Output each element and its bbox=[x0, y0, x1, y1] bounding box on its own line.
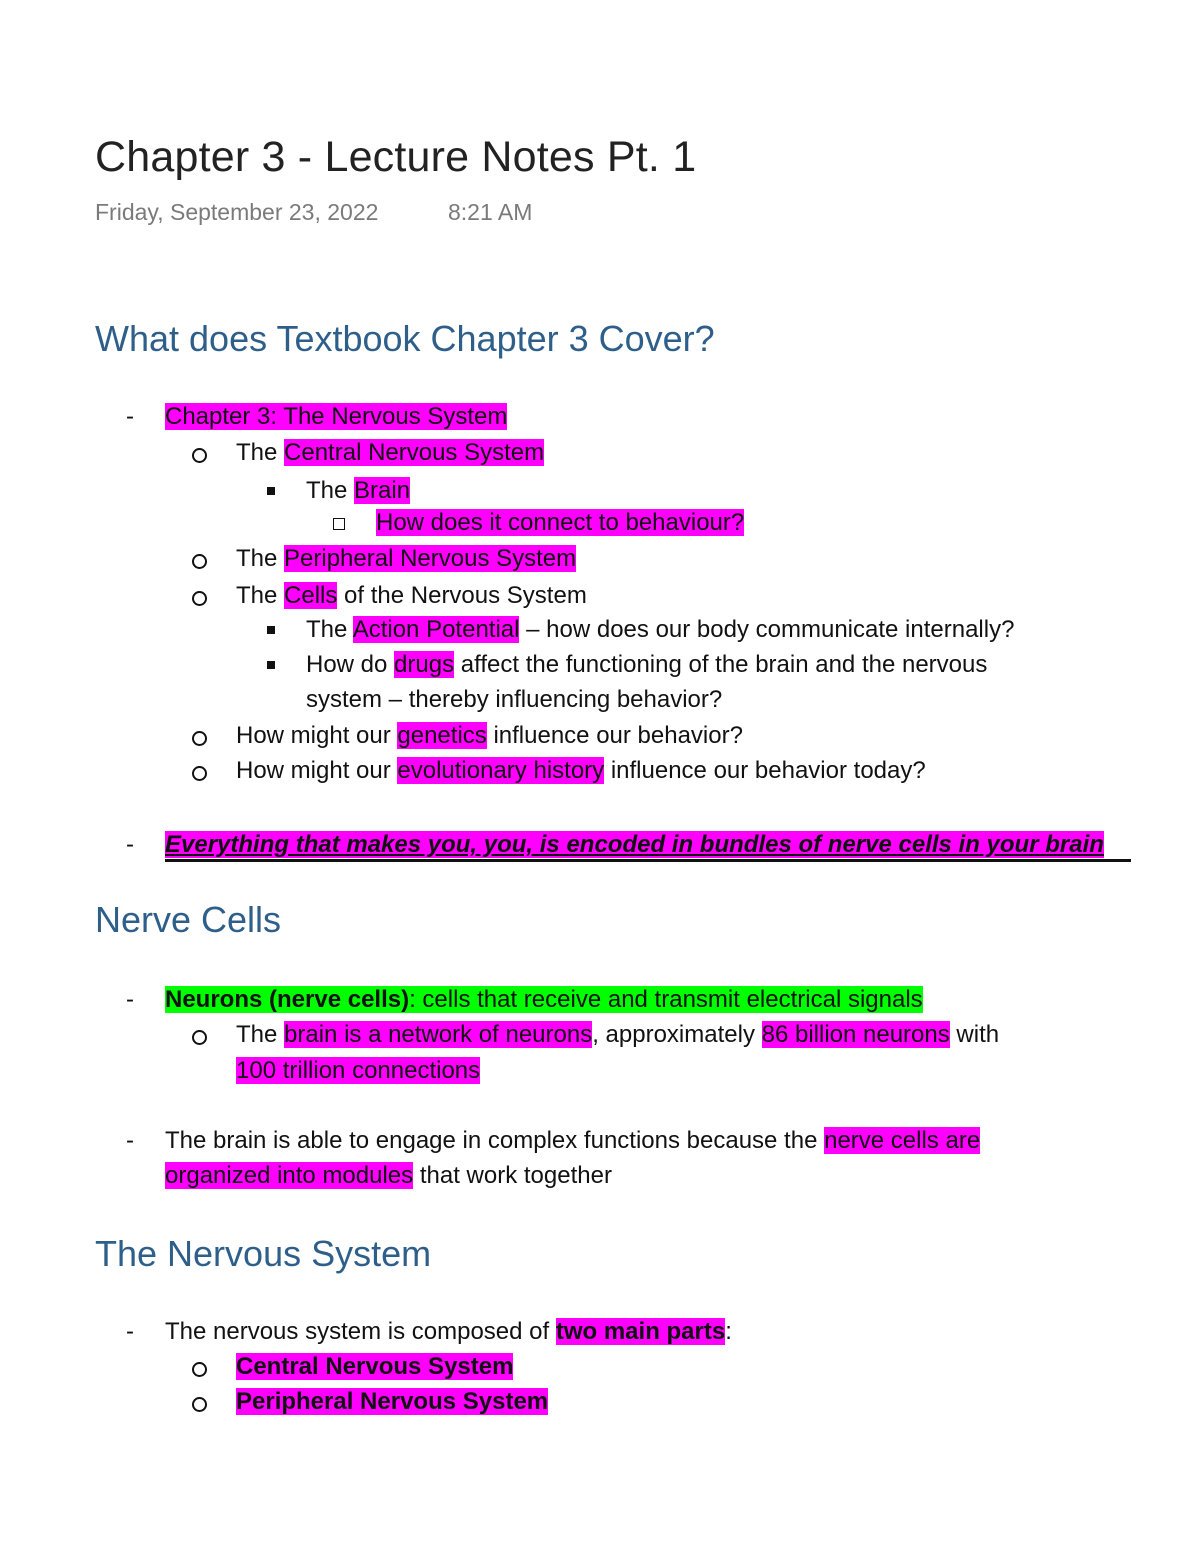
circle-bullet bbox=[192, 766, 207, 781]
list-item-cns: The Central Nervous System bbox=[236, 439, 545, 466]
list-item-neurons: Neurons (nerve cells): cells that receive and transmit electrical signals bbox=[165, 986, 923, 1013]
section-heading-nerve-cells: Nerve Cells bbox=[95, 899, 282, 940]
hollow-square-bullet bbox=[333, 518, 345, 530]
page-date: Friday, September 23, 2022 bbox=[95, 199, 379, 225]
square-bullet bbox=[267, 487, 275, 495]
list-item-part-pns: Peripheral Nervous System bbox=[236, 1388, 549, 1415]
list-item-drugs-cont: system – thereby influencing behavior? bbox=[306, 686, 723, 713]
section-heading-textbook: What does Textbook Chapter 3 Cover? bbox=[95, 318, 715, 359]
list-item-behaviour: How does it connect to behaviour? bbox=[376, 509, 745, 536]
list-item-drugs: How do drugs affect the functioning of the brain and the nervous bbox=[306, 651, 988, 678]
list-item-cells: The Cells of the Nervous System bbox=[236, 582, 587, 609]
circle-bullet bbox=[192, 554, 207, 569]
square-bullet bbox=[267, 626, 275, 634]
circle-bullet bbox=[192, 1362, 207, 1377]
emphasis-line: Everything that makes you, you, is encoded in bundles of nerve cells in your brain bbox=[165, 831, 1104, 858]
list-item-network: The brain is a network of neurons, approximately 86 billion neurons with bbox=[236, 1021, 1000, 1048]
list-item-modules-cont: organized into modules that work together bbox=[165, 1162, 612, 1189]
list-item-connections: 100 trillion connections bbox=[236, 1057, 481, 1084]
list-item-composed: The nervous system is composed of two main parts: bbox=[165, 1318, 732, 1345]
list-item-brain: The Brain bbox=[306, 477, 411, 504]
list-item-pns: The Peripheral Nervous System bbox=[236, 545, 577, 572]
page-time: 8:21 AM bbox=[448, 199, 533, 225]
dash-bullet: - bbox=[126, 986, 134, 1013]
list-item-action-potential: The Action Potential – how does our body communicate internally? bbox=[306, 616, 1015, 643]
page-title: Chapter 3 - Lecture Notes Pt. 1 bbox=[95, 133, 697, 181]
dash-bullet: - bbox=[126, 1318, 134, 1345]
circle-bullet bbox=[192, 1030, 207, 1045]
list-item-modules: The brain is able to engage in complex functions because the nerve cells are bbox=[165, 1127, 981, 1154]
dash-bullet: - bbox=[126, 1127, 134, 1154]
list-item-part-cns: Central Nervous System bbox=[236, 1353, 514, 1380]
circle-bullet bbox=[192, 1397, 207, 1412]
circle-bullet bbox=[192, 731, 207, 746]
section-heading-nervous-system: The Nervous System bbox=[95, 1233, 432, 1274]
list-item-evolution: How might our evolutionary history influence our behavior today? bbox=[236, 757, 926, 784]
emphasis-underline-rule bbox=[165, 859, 1131, 862]
square-bullet bbox=[267, 661, 275, 669]
circle-bullet bbox=[192, 591, 207, 606]
list-item-genetics: How might our genetics influence our behavior? bbox=[236, 722, 743, 749]
dash-bullet: - bbox=[126, 403, 134, 430]
circle-bullet bbox=[192, 448, 207, 463]
list-item-chapter: Chapter 3: The Nervous System bbox=[165, 403, 508, 430]
dash-bullet: - bbox=[126, 831, 134, 858]
